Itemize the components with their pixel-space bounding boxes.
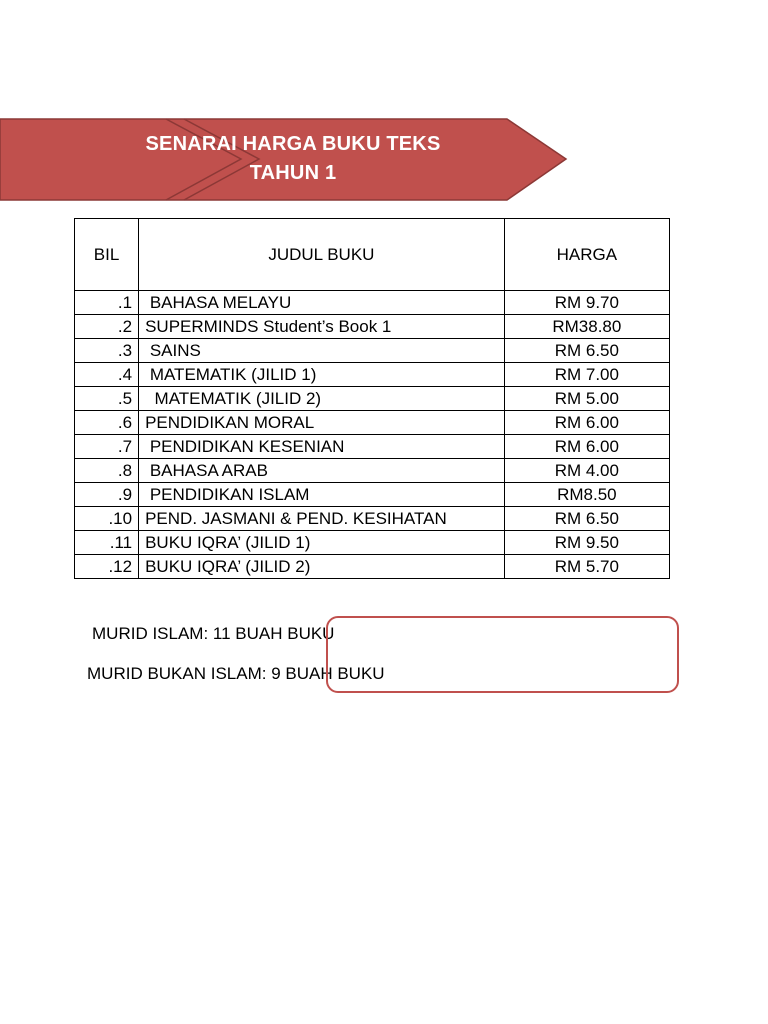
row-number: .11 [75, 531, 139, 555]
book-price-table [74, 218, 670, 579]
highlight-box [326, 616, 679, 693]
row-number: .1 [75, 291, 139, 315]
book-title: MATEMATIK (JILID 1) [139, 363, 505, 387]
book-title: BUKU IQRA’ (JILID 2) [139, 555, 505, 579]
header-price: HARGA [504, 219, 669, 291]
book-price: RM8.50 [504, 483, 669, 507]
table-row [75, 435, 670, 459]
row-number: .12 [75, 555, 139, 579]
table-row [75, 291, 670, 315]
row-number: .8 [75, 459, 139, 483]
book-title: PENDIDIKAN MORAL [139, 411, 505, 435]
book-price: RM 6.50 [504, 339, 669, 363]
book-price: RM 9.50 [504, 531, 669, 555]
book-title: BUKU IQRA’ (JILID 1) [139, 531, 505, 555]
book-price: RM 7.00 [504, 363, 669, 387]
table-row [75, 363, 670, 387]
book-price: RM 6.00 [504, 435, 669, 459]
table-header-row [75, 219, 670, 291]
banner-title-line2: TAHUN 1 [249, 162, 337, 184]
note-non-muslim-students: MURID BUKAN ISLAM: 9 BUAH BUKU [87, 664, 385, 683]
row-number: .4 [75, 363, 139, 387]
book-price: RM 4.00 [504, 459, 669, 483]
banner-title [108, 130, 478, 188]
row-number: .10 [75, 507, 139, 531]
table-row [75, 531, 670, 555]
book-title: BAHASA MELAYU [139, 291, 505, 315]
book-title: PEND. JASMANI & PEND. KESIHATAN [139, 507, 505, 531]
book-title: PENDIDIKAN ISLAM [139, 483, 505, 507]
note-muslim-students: MURID ISLAM: 11 BUAH BUKU [92, 624, 335, 643]
row-number: .3 [75, 339, 139, 363]
book-title: MATEMATIK (JILID 2) [139, 387, 505, 411]
row-number: .6 [75, 411, 139, 435]
book-price: RM38.80 [504, 315, 669, 339]
row-number: .9 [75, 483, 139, 507]
book-title: PENDIDIKAN KESENIAN [139, 435, 505, 459]
book-title: SUPERMINDS Student’s Book 1 [139, 315, 505, 339]
table-row [75, 339, 670, 363]
row-number: .5 [75, 387, 139, 411]
book-price: RM 6.00 [504, 411, 669, 435]
banner-title-line1: SENARAI HARGA BUKU TEKS [145, 133, 441, 155]
book-title: BAHASA ARAB [139, 459, 505, 483]
book-price: RM 6.50 [504, 507, 669, 531]
row-number: .7 [75, 435, 139, 459]
header-bil: BIL [75, 219, 139, 291]
book-price: RM 5.70 [504, 555, 669, 579]
row-number: .2 [75, 315, 139, 339]
book-title: SAINS [139, 339, 505, 363]
table-row [75, 411, 670, 435]
table-row [75, 387, 670, 411]
table-row [75, 459, 670, 483]
book-price: RM 5.00 [504, 387, 669, 411]
table-row [75, 507, 670, 531]
table-row [75, 555, 670, 579]
table-row [75, 483, 670, 507]
header-title: JUDUL BUKU [139, 219, 505, 291]
book-price: RM 9.70 [504, 291, 669, 315]
table-row [75, 315, 670, 339]
